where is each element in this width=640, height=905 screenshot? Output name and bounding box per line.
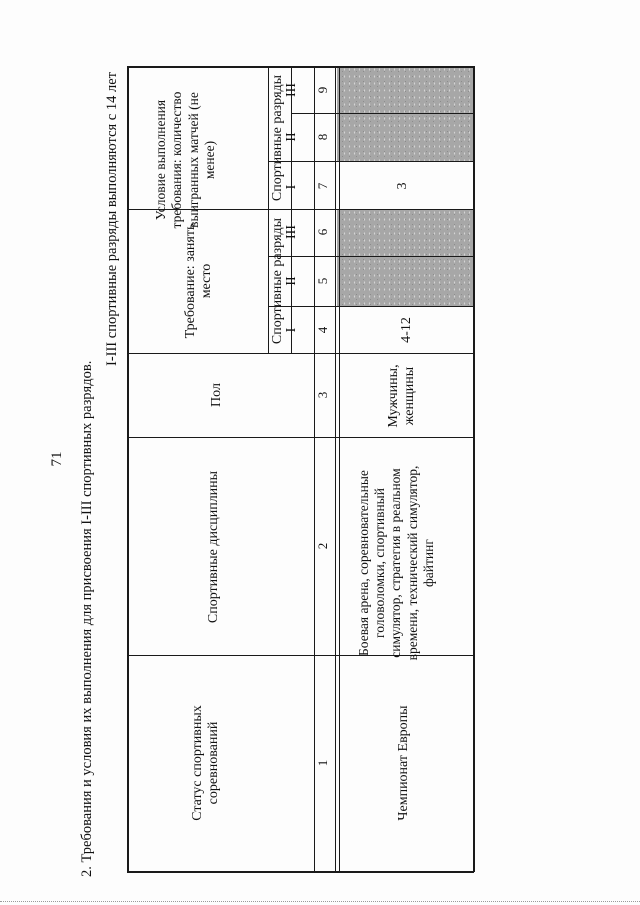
column-number-9: 9 [315,86,330,94]
divider-ranks-numbers [314,66,315,354]
column-number-6: 6 [315,228,330,236]
scan-edge [0,901,640,905]
header-requirement: Требование: занять место [183,223,215,339]
rank-wins-iii: III [284,83,299,97]
header-gender: Пол [209,383,224,407]
header-disciplines: Спортивные дисциплины [206,470,221,624]
divider-numbers-data-b [339,66,340,872]
rank-wins-ii: II [284,132,299,142]
table-border-right [473,66,475,872]
cell-place-rank-i: 4-12 [399,317,414,343]
column-number-5: 5 [315,277,330,285]
cell-status: Чемпионат Европы [396,705,411,821]
divider-wins-i-ii [268,161,474,162]
section-heading: 2. Требования и условия их выполнения для присвоения I-III спортивных разрядов. [79,360,95,877]
column-number-8: 8 [315,133,330,141]
rank-place-i: I [284,327,299,333]
header-ranks-wins: Спортивные разряды [270,74,285,202]
rank-place-ii: II [284,276,299,286]
column-number-1: 1 [315,759,330,767]
cell-disciplines: Боевая арена, соревновательные головоломки, спортивный симулятор, стратегия в реальном времени, технический симулятор, файтинг [356,465,436,661]
rank-place-iii: III [284,225,299,239]
column-number-2: 2 [315,542,330,550]
table-border-bottom [127,871,474,873]
table-caption: I-III спортивные разряды выполняются с 14 лет [104,72,120,367]
divider-subheader-ranks [291,66,292,354]
divider-disciplines-gender [127,437,474,438]
cell-gender: Мужчины, женщины [386,364,418,428]
column-number-4: 4 [315,326,330,334]
column-number-7: 7 [315,182,330,190]
divider-place-i-ii [268,306,474,307]
column-number-3: 3 [315,391,330,399]
divider-wins-ii-iii [291,113,474,114]
divider-numbers-data-a [335,66,336,872]
header-condition: Условие выполнения требования: количество выигранных матчей (не менее) [153,91,218,229]
page-number: 71 [49,451,65,467]
divider-header-numbers [314,353,315,872]
table-border-left [127,66,129,872]
divider-gender-requirement [127,353,474,354]
cell-wins-rank-i: 3 [395,182,410,190]
shaded-cell-ranks-ii-iii-places [337,209,474,307]
table-border-top [127,66,474,68]
divider-place-ii-iii [268,256,474,257]
header-status: Статус спортивных соревнований [190,705,222,821]
rank-wins-i: I [284,184,299,190]
divider-header-subheader [268,66,269,354]
header-ranks-places: Спортивные разряды [270,217,285,345]
